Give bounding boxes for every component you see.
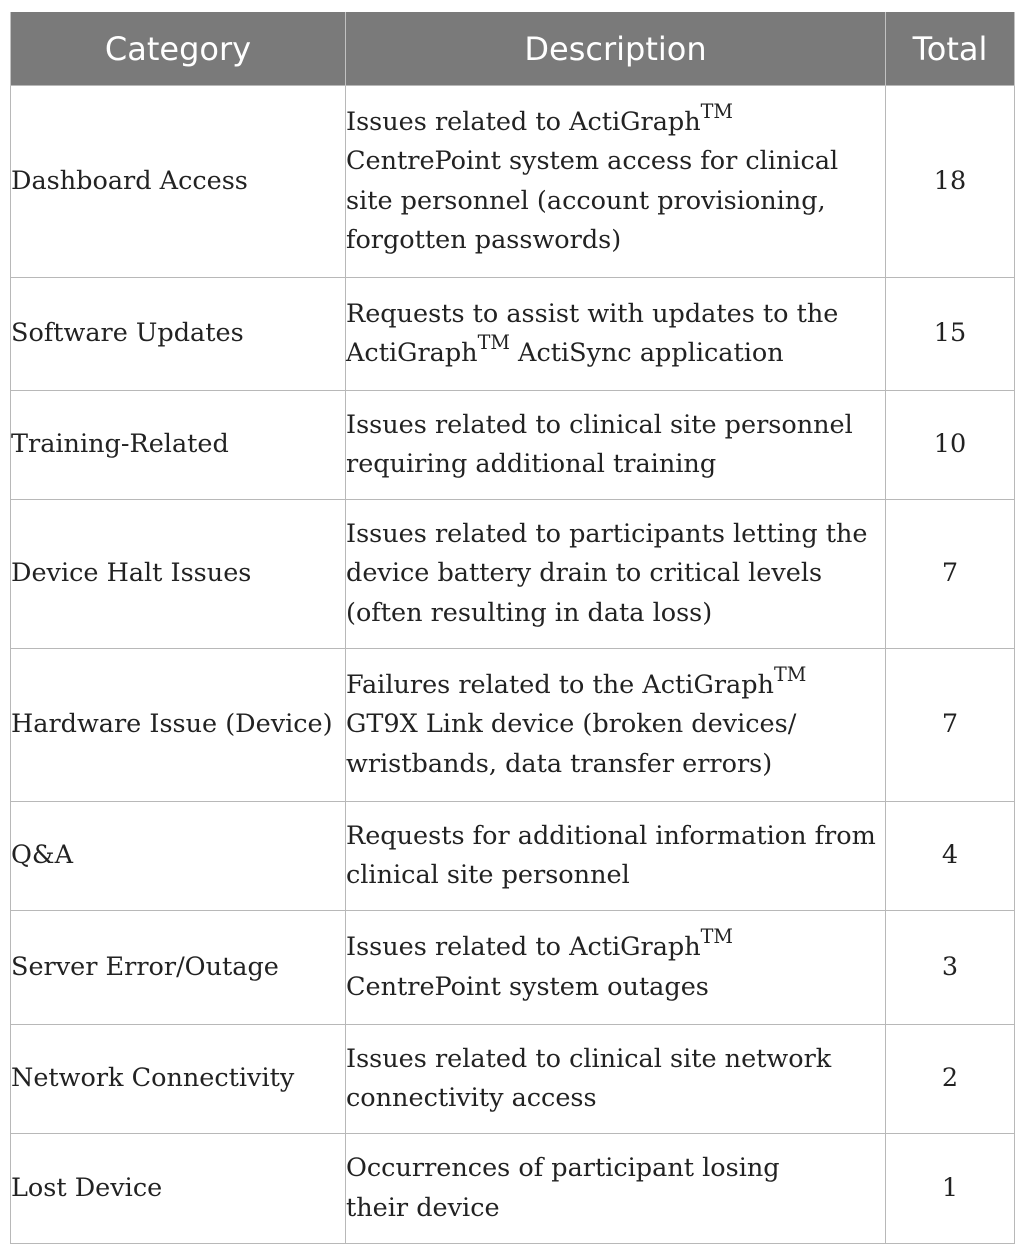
table-row [11,500,1015,649]
table-row [11,1134,1015,1244]
description-cell: Issues related to ActiGraph™ CentrePoint system access for clinical site personnel (account provisioning, forgotten passwords) [346,86,886,278]
total-cell: 2 [886,1025,1015,1134]
total-cell: 1 [886,1134,1015,1244]
support-issues-table [10,12,1015,1244]
description-cell: Issues related to participants letting the device battery drain to critical levels (often resulting in data loss) [346,500,886,649]
table-row [11,391,1015,500]
description-cell: Issues related to clinical site network connectivity access [346,1025,886,1134]
table-row [11,86,1015,278]
table-row [11,649,1015,802]
description-cell: Occurrences of participant losing their device [346,1134,886,1244]
table-row [11,278,1015,391]
total-cell: 10 [886,391,1015,500]
category-cell: Device Halt Issues [11,500,346,649]
total-cell: 4 [886,802,1015,911]
description-cell: Failures related to the ActiGraph™ GT9X Link device (broken devices/ wristbands, data transfer errors) [346,649,886,802]
description-cell: Issues related to clinical site personnel requiring additional training [346,391,886,500]
category-cell: Training-Related [11,391,346,500]
category-cell: Software Updates [11,278,346,391]
total-cell: 7 [886,649,1015,802]
table-row [11,1025,1015,1134]
header-description: Description [346,12,886,86]
category-cell: Dashboard Access [11,86,346,278]
description-cell: Issues related to ActiGraph™ CentrePoint system outages [346,911,886,1025]
total-cell: 3 [886,911,1015,1025]
trademark-mark: TM [477,331,510,355]
header-category: Category [11,12,346,86]
total-cell: 18 [886,86,1015,278]
total-cell: 15 [886,278,1015,391]
description-cell: Requests to assist with updates to the ActiGraph™ ActiSync application [346,278,886,391]
category-cell: Hardware Issue (Device) [11,649,346,802]
category-cell: Server Error/Outage [11,911,346,1025]
total-cell: 7 [886,500,1015,649]
category-cell: Q&A [11,802,346,911]
header-row [11,12,1015,86]
header-total: Total [886,12,1015,86]
description-cell: Requests for additional information from clinical site personnel [346,802,886,911]
trademark-mark: TM [700,925,733,949]
category-cell: Lost Device [11,1134,346,1244]
trademark-mark: TM [700,99,733,123]
table-row [11,802,1015,911]
category-cell: Network Connectivity [11,1025,346,1134]
table-row [11,911,1015,1025]
trademark-mark: TM [773,662,807,686]
